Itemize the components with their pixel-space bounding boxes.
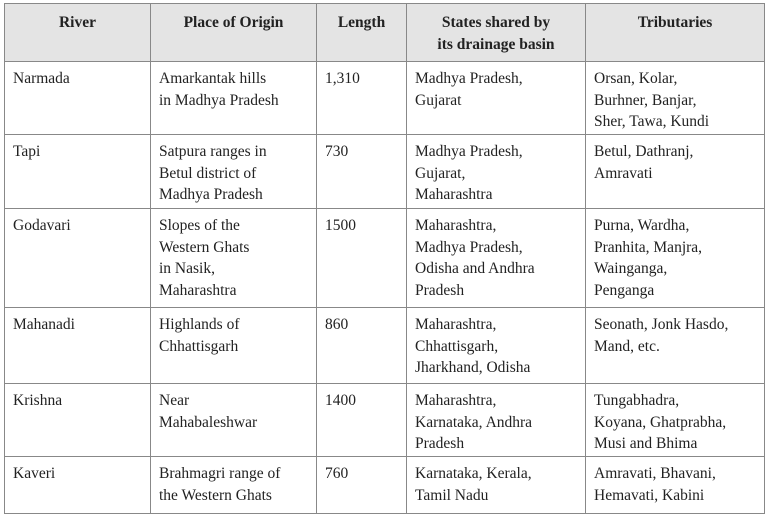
cell-tributaries: Amravati, Bhavani, Hemavati, Kabini xyxy=(586,457,765,514)
cell-river: Kaveri xyxy=(5,457,151,514)
table-row xyxy=(5,62,765,135)
table-row xyxy=(5,384,765,457)
cell-length: 1,310 xyxy=(317,62,407,135)
cell-tributaries: Seonath, Jonk Hasdo, Mand, etc. xyxy=(586,308,765,384)
cell-length: 760 xyxy=(317,457,407,514)
rivers-table xyxy=(4,3,765,514)
header-origin: Place of Origin xyxy=(151,4,317,62)
header-river: River xyxy=(5,4,151,62)
header-row xyxy=(5,4,765,62)
cell-tributaries: Orsan, Kolar, Burhner, Banjar, Sher, Tawa, Kundi xyxy=(586,62,765,135)
table-row xyxy=(5,457,765,514)
cell-states: Madhya Pradesh, Gujarat xyxy=(407,62,586,135)
cell-origin: Satpura ranges in Betul district of Madhya Pradesh xyxy=(151,135,317,209)
cell-origin: Highlands of Chhattisgarh xyxy=(151,308,317,384)
cell-length: 730 xyxy=(317,135,407,209)
cell-river: Godavari xyxy=(5,209,151,308)
cell-states: Maharashtra, Chhattisgarh, Jharkhand, Odisha xyxy=(407,308,586,384)
cell-length: 1500 xyxy=(317,209,407,308)
cell-origin: Slopes of the Western Ghats in Nasik, Maharashtra xyxy=(151,209,317,308)
cell-river: Tapi xyxy=(5,135,151,209)
cell-origin: Amarkantak hills in Madhya Pradesh xyxy=(151,62,317,135)
cell-origin: Near Mahabaleshwar xyxy=(151,384,317,457)
cell-tributaries: Betul, Dathranj, Amravati xyxy=(586,135,765,209)
cell-river: Mahanadi xyxy=(5,308,151,384)
table-row xyxy=(5,209,765,308)
cell-states: Maharashtra, Madhya Pradesh, Odisha and Andhra Pradesh xyxy=(407,209,586,308)
header-states: States shared by its drainage basin xyxy=(407,4,586,62)
cell-states: Maharashtra, Karnataka, Andhra Pradesh xyxy=(407,384,586,457)
table-row xyxy=(5,135,765,209)
cell-states: Madhya Pradesh, Gujarat, Maharashtra xyxy=(407,135,586,209)
header-length: Length xyxy=(317,4,407,62)
cell-tributaries: Purna, Wardha, Pranhita, Manjra, Wainganga, Penganga xyxy=(586,209,765,308)
cell-length: 1400 xyxy=(317,384,407,457)
cell-river: Krishna xyxy=(5,384,151,457)
cell-length: 860 xyxy=(317,308,407,384)
cell-states: Karnataka, Kerala, Tamil Nadu xyxy=(407,457,586,514)
cell-river: Narmada xyxy=(5,62,151,135)
table-row xyxy=(5,308,765,384)
cell-origin: Brahmagri range of the Western Ghats xyxy=(151,457,317,514)
cell-tributaries: Tungabhadra, Koyana, Ghatprabha, Musi and Bhima xyxy=(586,384,765,457)
header-tributaries: Tributaries xyxy=(586,4,765,62)
